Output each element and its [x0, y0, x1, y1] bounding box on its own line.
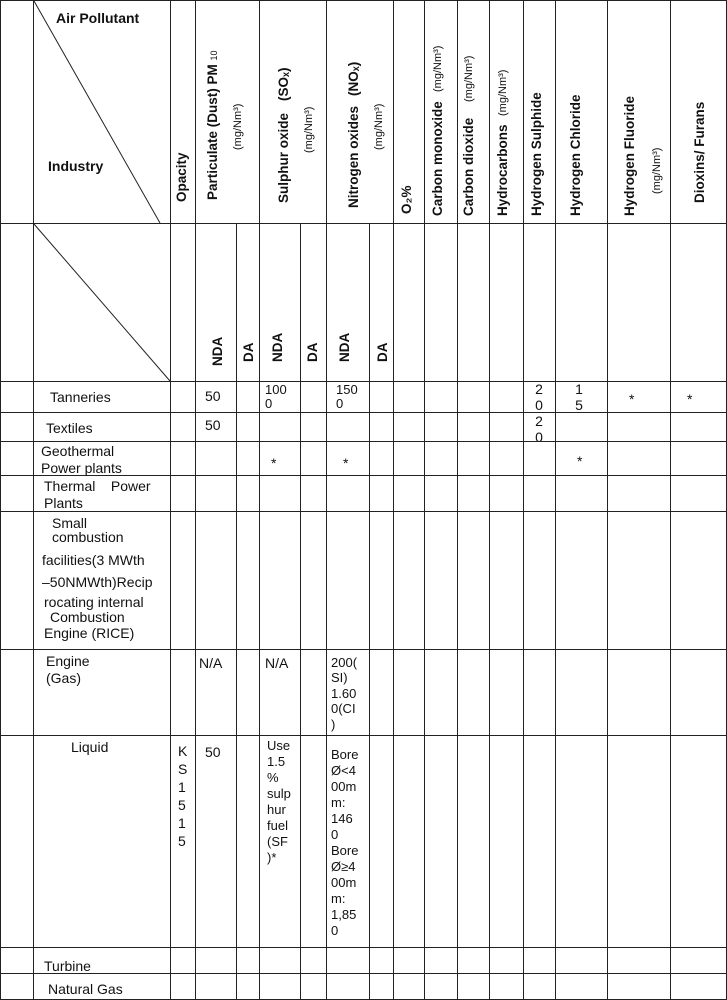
row-engine-no-5: ) — [331, 717, 336, 732]
row-small-line-6: Combustion — [50, 609, 125, 625]
col-no-label: Nitrogen oxides — [346, 105, 361, 208]
row-liquid-no-12: 0 — [331, 923, 339, 938]
row-liquid-no-4: m: — [331, 795, 346, 810]
row-tanneries-dioxins: * — [687, 391, 693, 407]
row-liquid-name: Liquid — [71, 739, 109, 755]
col-h2s-label: Hydrogen Sulphide — [529, 92, 544, 216]
row-engine-pm: N/A — [199, 655, 223, 671]
row-liquid-no-2: Ø<4 — [331, 763, 356, 778]
row-engine-no-3: 1.60 — [331, 686, 357, 701]
col-no-formula: (NOₓ) — [346, 61, 361, 96]
row-engine-no-4: 0(CI — [331, 701, 356, 716]
col-pm-sub: 10 — [209, 50, 219, 61]
row-turbine-name: Turbine — [44, 958, 91, 974]
row-liquid-no-11: 1,85 — [331, 907, 357, 922]
row-geothermal-hcl: * — [577, 453, 583, 469]
row-liquid-opacity-2: S — [178, 761, 188, 777]
row-liquid-no-5: 146 — [331, 811, 353, 826]
row-geothermal-so: * — [271, 455, 277, 471]
row-liquid-opacity-5: 1 — [178, 815, 186, 831]
row-textiles-pm: 50 — [205, 417, 221, 433]
row-liquid-so-8: )* — [267, 850, 277, 865]
row-liquid-so-6: fuel — [267, 818, 288, 833]
row-liquid-no-9: 00m — [331, 875, 357, 890]
col-o2-label: O₂% — [399, 185, 414, 214]
row-tanneries-so: 100 0 — [265, 382, 287, 411]
col-co-unit: (mg/Nm³) — [432, 45, 444, 92]
col-so-formula: (SOₓ) — [276, 67, 291, 101]
col-so-unit: (mg/Nm³) — [303, 106, 315, 153]
row-small-line-4: –50NMWth)Recip — [42, 574, 153, 590]
row-liquid-so-4: sulp — [267, 786, 291, 801]
row-natural-gas-name: Natural Gas — [48, 981, 123, 997]
row-tanneries-hf: * — [629, 391, 635, 407]
row-engine-name-1: Engine — [46, 653, 90, 669]
row-engine-no-2: SI) — [331, 670, 348, 685]
row-liquid-opacity-3: 1 — [178, 779, 186, 795]
corner-pollutant-label: Air Pollutant — [56, 10, 140, 26]
row-thermal-name-1: Thermal Power — [44, 478, 151, 494]
row-liquid-so-1: Use — [267, 738, 291, 753]
col-so-label: Sulphur oxide — [276, 112, 291, 203]
row-liquid-so-2: 1.5 — [267, 754, 286, 769]
row-liquid-no-3: 00m — [331, 779, 357, 794]
col-co2-unit: (mg/Nm³) — [463, 55, 475, 102]
col-pm-unit: (mg/Nm³) — [232, 103, 244, 150]
row-liquid-so-5: hur — [267, 802, 286, 817]
row-tanneries-pm: 50 — [205, 388, 221, 404]
row-tanneries-name: Tanneries — [50, 389, 111, 405]
row-textiles-h2s: 2 0 — [535, 413, 543, 441]
row-engine-name-2: (Gas) — [46, 670, 81, 686]
col-dioxins-label: Dioxins/ Furans — [692, 101, 707, 203]
col-co2-label: Carbon dioxide — [461, 117, 476, 216]
row-liquid-so-7: (SF — [267, 834, 288, 849]
row-geothermal-name-1: Geothermal — [41, 443, 115, 459]
row-small-line-3: facilities(3 MWth — [42, 552, 145, 568]
row-liquid-so-3: % — [267, 770, 279, 785]
row-geothermal-no: * — [343, 455, 349, 471]
row-small-line-7: Engine (RICE) — [44, 625, 135, 641]
row-small-line-1: Small — [52, 515, 88, 531]
col-hcl-label: Hydrogen Chloride — [568, 94, 583, 216]
row-thermal-name-2: Plants — [44, 495, 83, 511]
col-hf-unit: (mg/Nm³) — [651, 147, 663, 194]
row-geothermal-name-2: Power plants — [41, 460, 122, 476]
row-engine-so: N/A — [265, 655, 289, 671]
row-engine-no-1: 200( — [331, 655, 358, 670]
row-liquid-no-10: m: — [331, 891, 346, 906]
col-opacity-label: Opacity — [174, 152, 189, 202]
row-liquid-no-6: 0 — [331, 827, 339, 842]
row-textiles-name: Textiles — [46, 420, 93, 436]
row-small-line-2: combustion — [52, 529, 124, 545]
row-liquid-opacity-1: K — [178, 743, 188, 759]
emission-standards-table: Air Pollutant Industry Opacity Particulate (Dust) PM 10 (mg/Nm³) Sulphur oxide (SOₓ) (mg/Nm³) Nitrogen oxides (NOₓ) (mg/Nm³) O₂% Carbon monoxide (mg/Nm³) Carbon dioxide (mg/Nm³) Hydrocarbons (mg/Nm³) Hydrogen Sulphide Hydrogen Chloride Hydrogen Fluoride (mg/Nm³) Dioxins/ Furans NDA DA NDA DA NDA DA Tanneries 50 100 0 150 0 2 0 1 5 * * Textiles 50 2 0 Geothermal Power plants * * * Thermal Power Plants Small combustion facilities(3 MWth –50NMWth)Recip rocating internal Combustion Engine (RICE) Engine (Gas) N/A N/A 200( SI) 1.60 0(CI ) Liquid K S 1 5 1 5 50 Use 1.5 % sulp hur fuel (SF )* Bore Ø<4 00m m: 146 0 Bore Ø≥4 00m m: 1,85 0 Turbine Natural Gas — [0, 0, 727, 1000]
row-liquid-no-1: Bore — [331, 747, 359, 762]
col-hc-unit: (mg/Nm³) — [497, 69, 509, 116]
col-hf-label: Hydrogen Fluoride — [622, 95, 637, 216]
row-tanneries-h2s: 2 0 — [535, 381, 543, 413]
row-liquid-opacity-4: 5 — [178, 797, 186, 813]
corner-industry-label: Industry — [48, 158, 104, 174]
col-co-label: Carbon monoxide — [430, 101, 445, 216]
row-liquid-no-7: Bore — [331, 843, 359, 858]
row-liquid-opacity-6: 5 — [178, 833, 186, 849]
col-pm-label: Particulate (Dust) PM — [205, 64, 220, 200]
col-no-unit: (mg/Nm³) — [373, 103, 385, 150]
row-small-line-5: rocating internal — [44, 594, 144, 610]
row-tanneries-no: 150 0 — [336, 382, 358, 411]
row-liquid-no-8: Ø≥4 — [331, 859, 356, 874]
col-hc-label: Hydrocarbons — [495, 124, 510, 216]
row-liquid-pm: 50 — [205, 744, 221, 760]
row-tanneries-hcl: 1 5 — [575, 381, 583, 413]
